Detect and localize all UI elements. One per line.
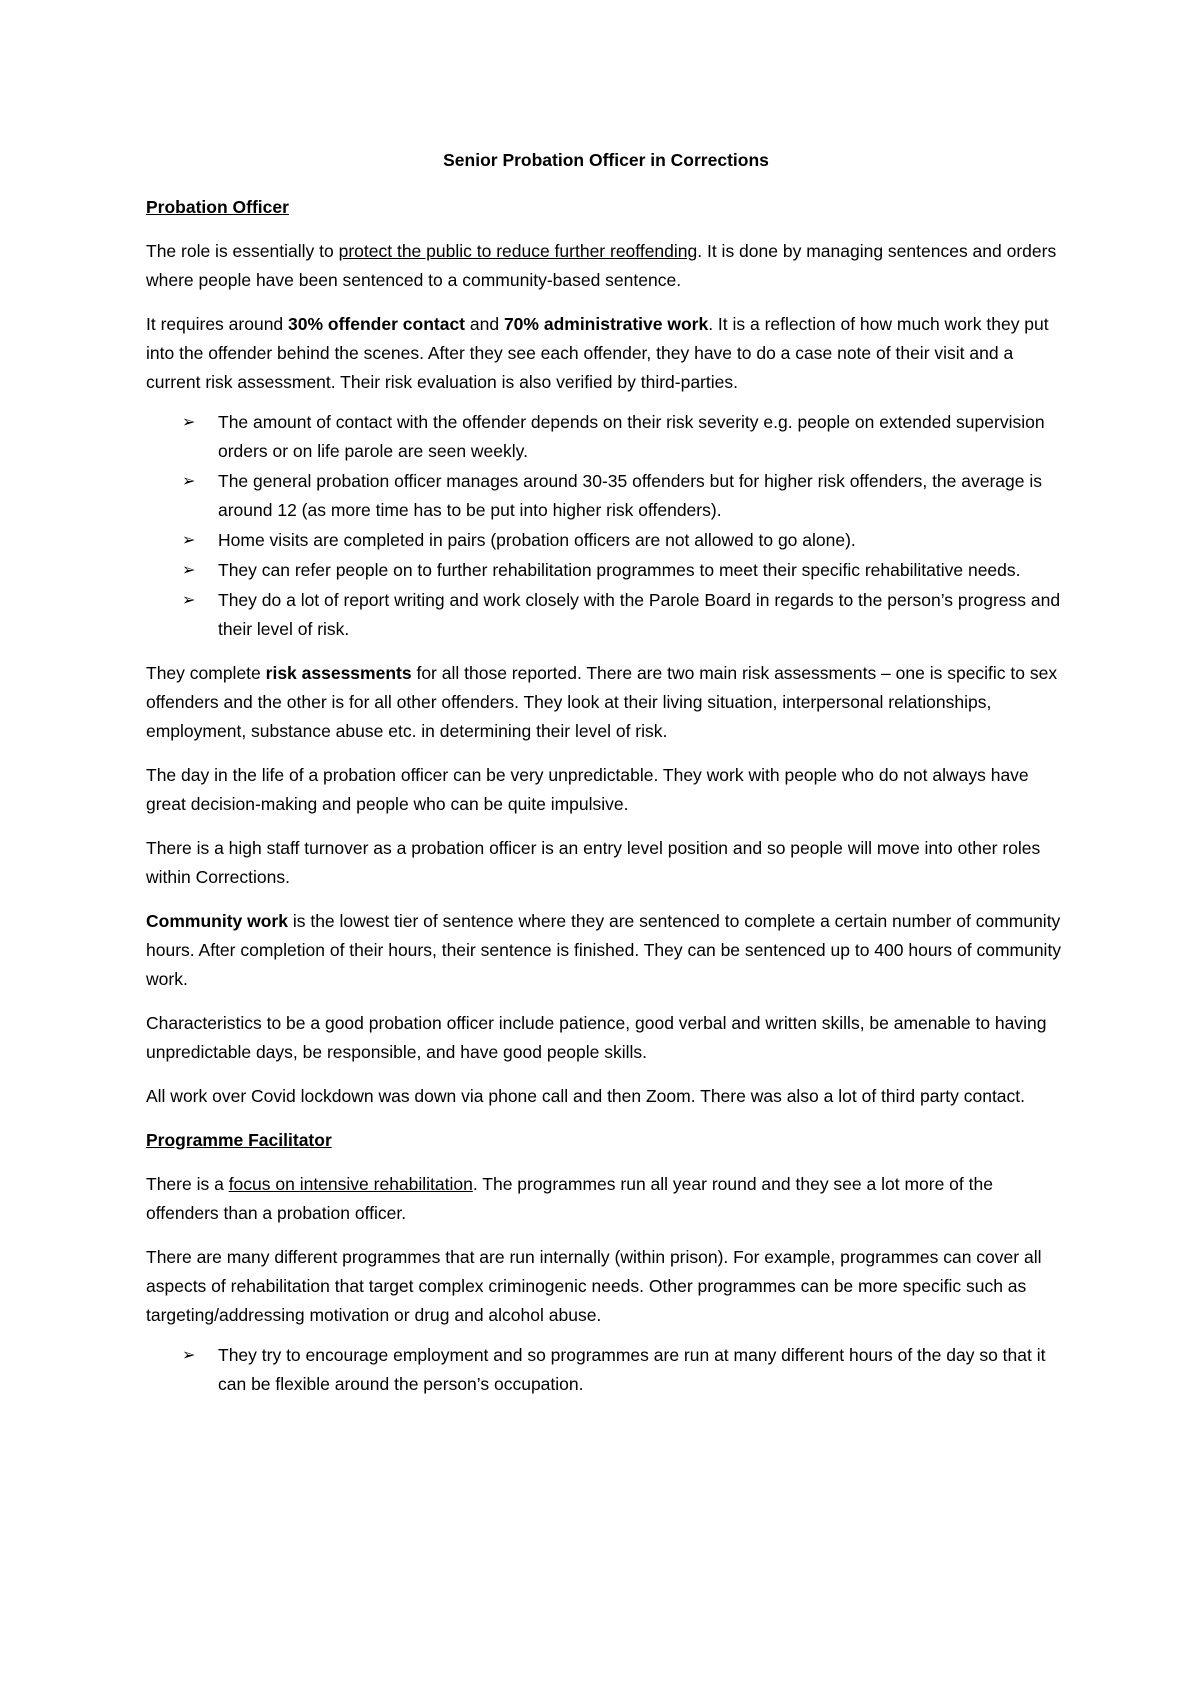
paragraph: They complete risk assessments for all those reported. There are two main risk assessments – one is specific to sex offenders and the other is for all other offenders. They look at their living situation, interpersonal relationships, employment, substance abuse etc. in determining their level of risk.: [146, 663, 1058, 741]
bold-phrase: 70% administrative work: [503, 314, 709, 334]
arrow-bullet-icon: ➢: [182, 1347, 196, 1364]
arrow-bullet-icon: ➢: [182, 473, 196, 490]
paragraph: All work over Covid lockdown was down via phone call and then Zoom. There was also a lot of third party contact.: [146, 1086, 1026, 1106]
bold-phrase: Community work: [146, 911, 288, 931]
list-item: ➢ They try to encourage employment and so programmes are run at many different hours of the day so that it can be flexible around the person’s occupation.: [146, 1341, 1066, 1399]
document-page: [146, 146, 1066, 1414]
bold-phrase: 30% offender contact: [288, 314, 466, 334]
paragraph: There is a high staff turnover as a probation officer is an entry level position and so people will move into other roles within Corrections.: [146, 838, 1041, 887]
arrow-bullet-icon: ➢: [182, 592, 196, 609]
paragraph: The role is essentially to protect the public to reduce further reoffending. It is done by managing sentences and orders where people have been sentenced to a community-based sentence.: [146, 241, 1057, 290]
section-heading-programme-facilitator: Programme Facilitator: [146, 1130, 332, 1150]
underlined-phrase: focus on intensive rehabilitation: [228, 1174, 473, 1194]
list-item: ➢ The amount of contact with the offender depends on their risk severity e.g. people on extended supervision orders or on life parole are seen weekly.: [146, 408, 1066, 466]
list-item: ➢ They do a lot of report writing and work closely with the Parole Board in regards to the person’s progress and their level of risk.: [146, 586, 1066, 644]
bullet-list: [146, 408, 1066, 644]
paragraph: There is a focus on intensive rehabilitation. The programmes run all year round and they see a lot more of the offenders than a probation officer.: [146, 1174, 993, 1223]
paragraph: Characteristics to be a good probation officer include patience, good verbal and written skills, be amenable to having unpredictable days, be responsible, and have good people skills.: [146, 1013, 1047, 1062]
page-title: Senior Probation Officer in Corrections: [443, 150, 769, 170]
list-item: ➢ Home visits are completed in pairs (probation officers are not allowed to go alone).: [146, 526, 1066, 555]
list-item: ➢ The general probation officer manages around 30-35 offenders but for higher risk offenders, the average is around 12 (as more time has to be put into higher risk offenders).: [146, 467, 1066, 525]
paragraph: There are many different programmes that are run internally (within prison). For example, programmes can cover all aspects of rehabilitation that target complex criminogenic needs. Other programmes can be more specific such as targeting/addressing motivation or drug and alcohol abuse.: [146, 1247, 1042, 1325]
arrow-bullet-icon: ➢: [182, 532, 196, 549]
paragraph: The day in the life of a probation officer can be very unpredictable. They work with people who do not always have great decision-making and people who can be quite impulsive.: [146, 765, 1029, 814]
list-item: ➢ They can refer people on to further rehabilitation programmes to meet their specific rehabilitative needs.: [146, 556, 1066, 585]
section-heading-probation-officer: Probation Officer: [146, 197, 289, 217]
bold-phrase: risk assessments: [265, 663, 412, 683]
paragraph: It requires around 30% offender contact and 70% administrative work. It is a reflection of how much work they put into the offender behind the scenes. After they see each offender, they have to do a case note of their visit and a current risk assessment. Their risk evaluation is also verified by third-parties.: [146, 314, 1049, 392]
paragraph: Community work is the lowest tier of sentence where they are sentenced to complete a certain number of community hours. After completion of their hours, their sentence is finished. They can be sentenced up to 400 hours of community work.: [146, 911, 1062, 989]
bullet-list: [146, 1341, 1066, 1399]
arrow-bullet-icon: ➢: [182, 414, 196, 431]
underlined-phrase: protect the public to reduce further reoffending: [338, 241, 698, 261]
arrow-bullet-icon: ➢: [182, 562, 196, 579]
